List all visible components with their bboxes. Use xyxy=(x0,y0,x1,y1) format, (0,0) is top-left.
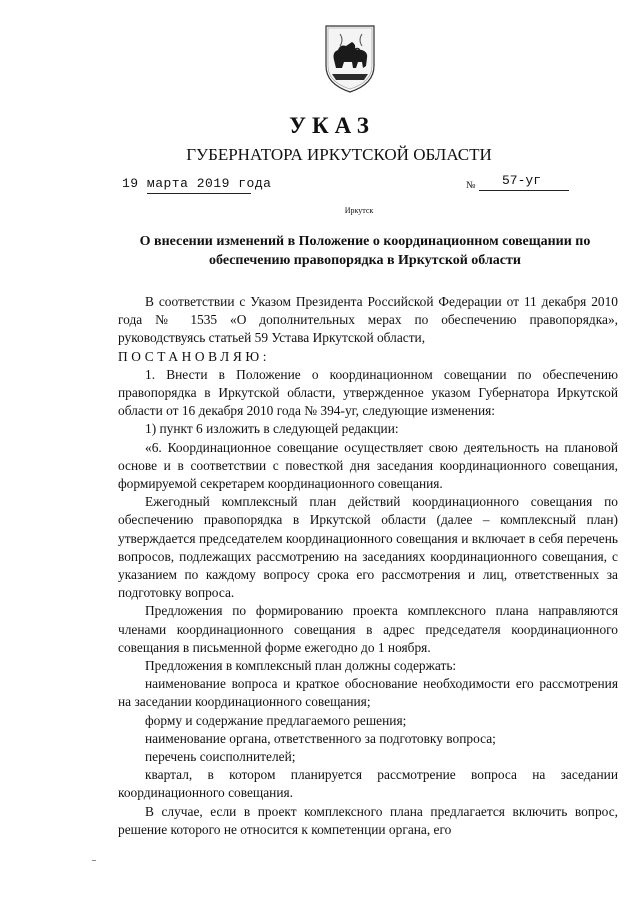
paragraph-subitem-1: 1) пункт 6 изложить в следующей редакции: xyxy=(145,421,399,437)
document-date: 19 марта 2019 года xyxy=(122,176,272,191)
document-number: 57-уг xyxy=(502,173,542,188)
irkutsk-coat-of-arms-icon xyxy=(322,22,378,94)
paragraph-exception: В случае, если в проект комплексного плана предлагается включить вопрос, решение которого не относится к компетенции органа, его xyxy=(118,803,618,837)
paragraph-decree: ПОСТАНОВЛЯЮ: xyxy=(118,348,271,364)
document-body xyxy=(118,293,618,839)
document-type: УКАЗ xyxy=(289,113,375,138)
issuer: ГУБЕРНАТОРА ИРКУТСКОЙ ОБЛАСТИ xyxy=(186,145,492,164)
list-item: перечень соисполнителей; xyxy=(145,749,296,765)
paragraph-proposals-content: Предложения в комплексный план должны содержать: xyxy=(145,658,457,674)
list-item: наименование органа, ответственного за подготовку вопроса; xyxy=(145,730,496,746)
number-sign: № xyxy=(466,180,476,191)
scan-mark xyxy=(92,860,96,861)
paragraph-annual-plan: Ежегодный комплексный план действий координационного совещания по обеспечению правопорядка в Иркутской области (далее – комплексный план) утверждается председателем координационного совещания и включает в себя перечень вопросов, подлежащих рассмотрению на заседаниях координационного совещания, с указанием по каждому вопросу срока его рассмотрения и лиц, ответственных за подготовку вопроса. xyxy=(118,494,618,601)
document-city: Иркутск xyxy=(344,206,374,215)
date-underline xyxy=(147,193,251,194)
list-item: форму и содержание предлагаемого решения; xyxy=(145,712,407,728)
document-title: О внесении изменений в Положение о координационном совещании по обеспечению правопорядка в Иркутской области xyxy=(139,234,591,268)
list-item: квартал, в котором планируется рассмотрение вопроса на заседании координационного совещания. xyxy=(118,767,618,801)
number-underline xyxy=(479,190,569,191)
paragraph-clause-6: «6. Координационное совещание осуществляет свою деятельность на плановой основе и в соответствии с повесткой дня заседания координационного совещания, формируемой секретарем координационного совещания. xyxy=(118,439,618,492)
paragraph-preamble: В соответствии с Указом Президента Российской Федерации от 11 декабря 2010 года № 1535 «О дополнительных мерах по обеспечению правопорядка», руководствуясь статьей 59 Устава Иркутской области, xyxy=(118,294,618,346)
paragraph-item-1: 1. Внести в Положение о координационном совещании по обеспечению правопорядка в Иркутской области, утвержденное указом Губернатора Иркутской области от 16 декабря 2010 года № 394-уг, следующие изменения: xyxy=(118,366,618,419)
paragraph-proposals: Предложения по формированию проекта комплексного плана направляются членами координационного совещания в адрес председателя координационного совещания в письменной форме ежегодно до 1 ноября. xyxy=(118,603,618,655)
list-item: наименование вопроса и краткое обоснование необходимости его рассмотрения на заседании координационного совещания; xyxy=(118,676,618,710)
